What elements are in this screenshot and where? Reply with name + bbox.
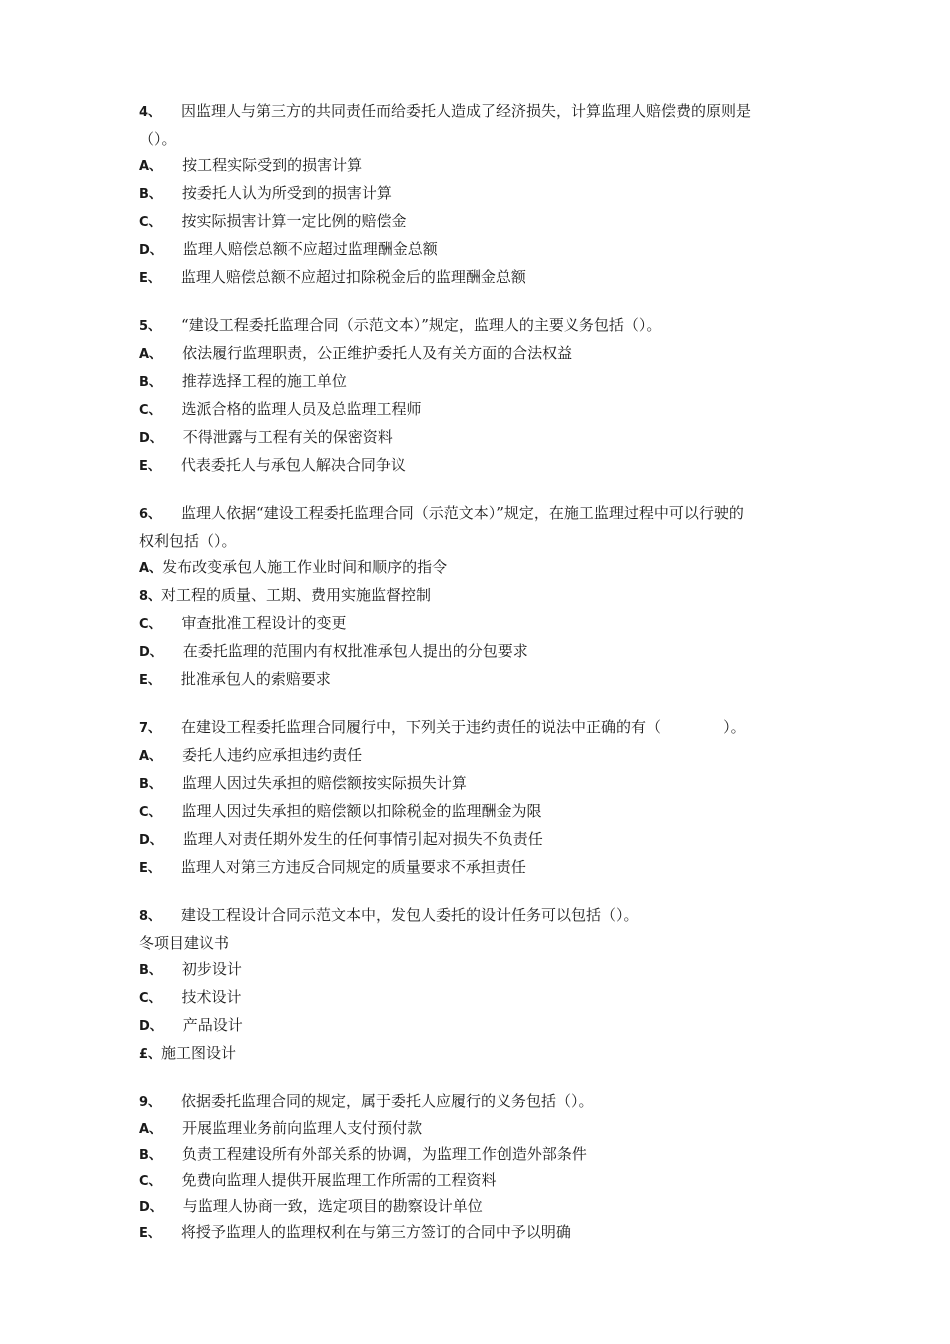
option-b: [139, 770, 819, 798]
option-text: 委托人违约应承担违约责任: [182, 746, 363, 764]
option-text: 初步设计: [181, 960, 242, 978]
option-letter: B、: [139, 187, 162, 202]
option-text: 代表委托人与承包人解决合同争议: [180, 456, 406, 474]
option-text: 将授予监理人的监理权利在与第三方签订的合同中予以明确: [180, 1223, 571, 1241]
option-text: 在委托监理的范围内有权批准承包人提出的分包要求: [182, 642, 528, 660]
option-text: 按工程实际受到的损害计算: [182, 156, 363, 174]
option-a: [139, 930, 819, 956]
option-text: 对工程的质量、工期、费用实施监督控制: [161, 586, 432, 604]
option-text: 与监理人协商一致，选定项目的勘察设计单位: [182, 1197, 483, 1215]
question-number: 8、: [139, 909, 162, 924]
option-text: 审查批准工程设计的变更: [181, 614, 347, 632]
question-text: 建设工程设计合同示范文本中，发包人委托的设计任务可以包括（）。: [181, 906, 639, 924]
option-text: 推荐选择工程的施工单位: [181, 372, 347, 390]
option-text: 产品设计: [182, 1016, 243, 1034]
option-d: [139, 638, 819, 666]
option-letter: A、: [139, 159, 163, 174]
option-letter: A、: [139, 561, 163, 576]
question-text: 因监理人与第三方的共同责任而给委托人造成了经济损失，计算监理人赔偿费的原则是: [181, 102, 752, 120]
option-text: 监理人赔偿总额不应超过扣除税金后的监理酬金总额: [180, 268, 526, 286]
question-text: “建设工程委托监理合同（示范文本）”规定，监理人的主要义务包括（）。: [181, 316, 662, 334]
option-text: 负责工程建设所有外部关系的协调，为监理工作创造外部条件: [181, 1145, 587, 1163]
option-d: [139, 236, 819, 264]
option-c: [139, 396, 819, 424]
option-letter: E、: [139, 1226, 161, 1241]
option-c: [139, 984, 819, 1012]
option-text: 监理人赔偿总额不应超过监理酬金总额: [182, 240, 438, 258]
document-page: [139, 98, 819, 1266]
question-stem: [139, 714, 819, 742]
option-d: [139, 1012, 819, 1040]
option-text: 按实际损害计算一定比例的赔偿金: [181, 212, 407, 230]
option-letter: D、: [139, 1200, 163, 1215]
question-number: 6、: [139, 507, 162, 522]
option-letter: £、: [139, 1047, 162, 1062]
option-d: [139, 826, 819, 854]
option-letter: E、: [139, 861, 161, 876]
option-text: 监理人对第三方违反合同规定的质量要求不承担责任: [180, 858, 526, 876]
option-text: 发布改变承包人施工作业时间和顺序的指令: [162, 558, 448, 576]
option-letter: C、: [139, 991, 162, 1006]
option-a: [139, 1116, 819, 1142]
option-letter: B、: [139, 1148, 162, 1163]
option-text: 技术设计: [181, 988, 242, 1006]
option-b: [139, 1142, 819, 1168]
option-text: 选派合格的监理人员及总监理工程师: [181, 400, 422, 418]
question-7: [139, 714, 819, 882]
option-text: 免费向监理人提供开展监理工作所需的工程资料: [181, 1171, 497, 1189]
option-letter: D、: [139, 645, 163, 660]
option-c: [139, 798, 819, 826]
option-text: 监理人对责任期外发生的任何事情引起对损失不负责任: [182, 830, 543, 848]
option-c: [139, 1168, 819, 1194]
question-stem: [139, 98, 819, 126]
option-letter: D、: [139, 431, 163, 446]
option-b: [139, 180, 819, 208]
option-a: [139, 554, 819, 582]
option-text: 监理人因过失承担的赔偿额按实际损失计算: [181, 774, 467, 792]
question-6: [139, 500, 819, 694]
question-number: 9、: [139, 1095, 162, 1110]
option-b: [139, 956, 819, 984]
question-text: 依据委托监理合同的规定，属于委托人应履行的义务包括（）。: [181, 1092, 594, 1110]
question-4: [139, 98, 819, 292]
option-e: [139, 264, 819, 292]
question-number: 7、: [139, 721, 162, 736]
question-stem: [139, 902, 819, 930]
option-letter: A、: [139, 749, 163, 764]
option-letter: E、: [139, 271, 161, 286]
question-stem: [139, 500, 819, 528]
option-letter: C、: [139, 617, 162, 632]
question-text-end: ）。: [723, 718, 746, 736]
option-c: [139, 610, 819, 638]
question-text: 在建设工程委托监理合同履行中，下列关于违约责任的说法中正确的有（: [181, 718, 662, 736]
option-e: [139, 666, 819, 694]
question-stem: [139, 1088, 819, 1116]
option-e: [139, 1220, 819, 1246]
option-letter: C、: [139, 805, 162, 820]
option-letter: D、: [139, 833, 163, 848]
option-letter: A、: [139, 347, 163, 362]
question-stem: [139, 312, 819, 340]
option-letter: D、: [139, 243, 163, 258]
option-text: 按委托人认为所受到的损害计算: [181, 184, 392, 202]
option-letter: C、: [139, 215, 162, 230]
option-letter: E、: [139, 459, 161, 474]
option-letter: C、: [139, 1174, 162, 1189]
option-letter: B、: [139, 963, 162, 978]
option-text: 批准承包人的索赔要求: [180, 670, 331, 688]
option-e: [139, 452, 819, 480]
option-c: [139, 208, 819, 236]
option-d: [139, 424, 819, 452]
question-8: [139, 902, 819, 1068]
option-text: 不得泄露与工程有关的保密资料: [182, 428, 393, 446]
option-text: 施工图设计: [161, 1044, 237, 1062]
option-b: [139, 368, 819, 396]
option-letter: B、: [139, 375, 162, 390]
option-text: 依法履行监理职责，公正维护委托人及有关方面的合法权益: [182, 344, 573, 362]
option-letter: D、: [139, 1019, 163, 1034]
question-stem-continued: （）。: [139, 130, 177, 148]
option-d: [139, 1194, 819, 1220]
option-text: 监理人因过失承担的赔偿额以扣除税金的监理酬金为限: [181, 802, 542, 820]
option-letter: B、: [139, 777, 162, 792]
option-a: [139, 742, 819, 770]
question-number: 5、: [139, 319, 162, 334]
question-9: [139, 1088, 819, 1246]
option-e: [139, 854, 819, 882]
option-letter: 8、: [139, 589, 162, 604]
option-text: 开展监理业务前向监理人支付预付款: [182, 1119, 423, 1137]
option-letter: C、: [139, 403, 162, 418]
option-e: [139, 1040, 819, 1068]
option-b: [139, 582, 819, 610]
question-5: [139, 312, 819, 480]
option-letter: A、: [139, 1122, 163, 1137]
option-letter: 冬: [139, 934, 155, 952]
question-number: 4、: [139, 105, 162, 120]
option-a: [139, 152, 819, 180]
option-letter: E、: [139, 673, 161, 688]
option-a: [139, 340, 819, 368]
question-text: 监理人依据“建设工程委托监理合同（示范文本）”规定，在施工监理过程中可以行驶的: [181, 504, 744, 522]
option-text: 项目建议书: [154, 934, 230, 952]
question-stem-continued: 权利包括（）。: [139, 532, 237, 550]
